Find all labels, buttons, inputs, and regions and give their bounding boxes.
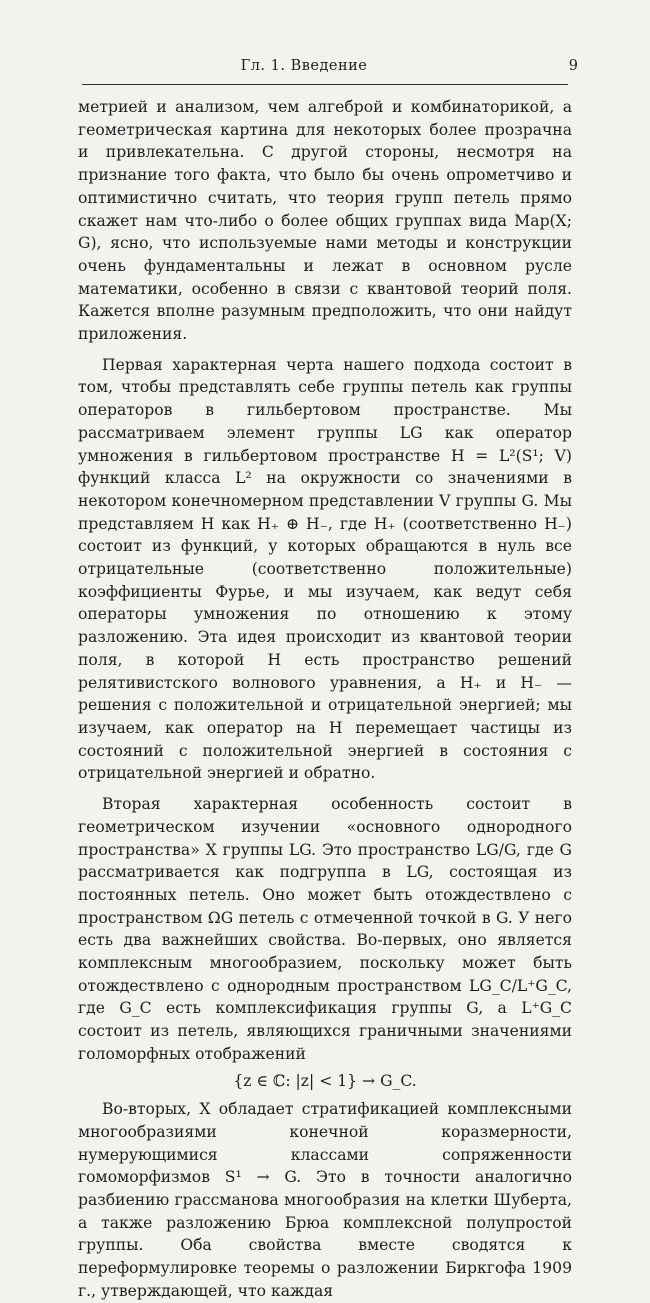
display-formula: {z ∈ ℂ: |z| < 1} → G_C. <box>233 1071 417 1090</box>
paragraph-4: Во-вторых, X обладает стратификацией комплексными многообразиями конечной коразмерности, нумерующимися классами сопряженности гомоморфизмов S¹ → G. Это в точности аналогично разбиению грассманова многообразия на клетки Шуберта, а также разложению Брюа комплексной полупростой группы. Оба свойства вместе сводятся к переформулировке теоремы о разложении Биркгофа 1909 г., утверждающей, что каждая <box>78 1100 572 1300</box>
paragraph-3: Вторая характерная особенность состоит в геометрическом изучении «основного однородного пространства» X группы LG. Это пространство LG/G, где G рассматривается как подгруппа в LG, состоящая из постоянных петель. Оно может быть отождествлено с пространством ΩG петель с отмеченной точкой в G. У него есть два важнейших свойства. Во-первых, оно является комплексным многообразием, поскольку может быть отождествлено с однородным пространством LG_C/L⁺G_C, где G_C есть комплексификация группы G, а L⁺G_C состоит из петель, являющихся граничными значениями голоморфных отображений <box>78 795 572 1063</box>
paragraph-1: метрией и анализом, чем алгеброй и комбинаторикой, а геометрическая картина для некоторых более прозрачна и привлекательна. С другой стороны, несмотря на признание того факта, что было бы очень опрометчиво и оптимистично считать, что теория групп петель прямо скажет нам что-либо о более общих группах вида Map(X; G), ясно, что используемые нами методы и конструкции очень фундаментальны и лежат в основном русле математики, особенно в связи с квантовой теорий поля. Кажется вполне разумным предположить, что они найдут приложения. <box>78 98 572 344</box>
header-rule <box>82 84 568 85</box>
paragraph-2: Первая характерная черта нашего подхода состоит в том, чтобы представлять себе группы петель как группы операторов в гильбертовом пространстве. Мы рассматриваем элемент группы LG как оператор умножения в гильбертовом пространстве H = L²(S¹; V) функций класса L² на окружности со значениями в некотором конечномерном представлении V группы G. Мы представляем H как H₊ ⊕ H₋, где H₊ (соответственно H₋) состоит из функций, у которых обращаются в нуль все отрицательные (соответственно положительные) коэффициенты Фурье, и мы изучаем, как ведут себя операторы умножения по отношению к этому разложению. Эта идея происходит из квантовой теории поля, в которой H есть пространство решений релятивистского волнового уравнения, а H₊ и H₋ — решения с положительной и отрицательной энергией; мы изучаем, как оператор на H перемещает частицы из состояний с положительной энергией в состояния с отрицательной энергией и обратно. <box>78 355 572 783</box>
page-header <box>30 58 578 84</box>
running-title: Гл. 1. Введение <box>240 58 368 74</box>
body-text <box>78 96 572 1303</box>
page-number: 9 <box>568 58 578 74</box>
